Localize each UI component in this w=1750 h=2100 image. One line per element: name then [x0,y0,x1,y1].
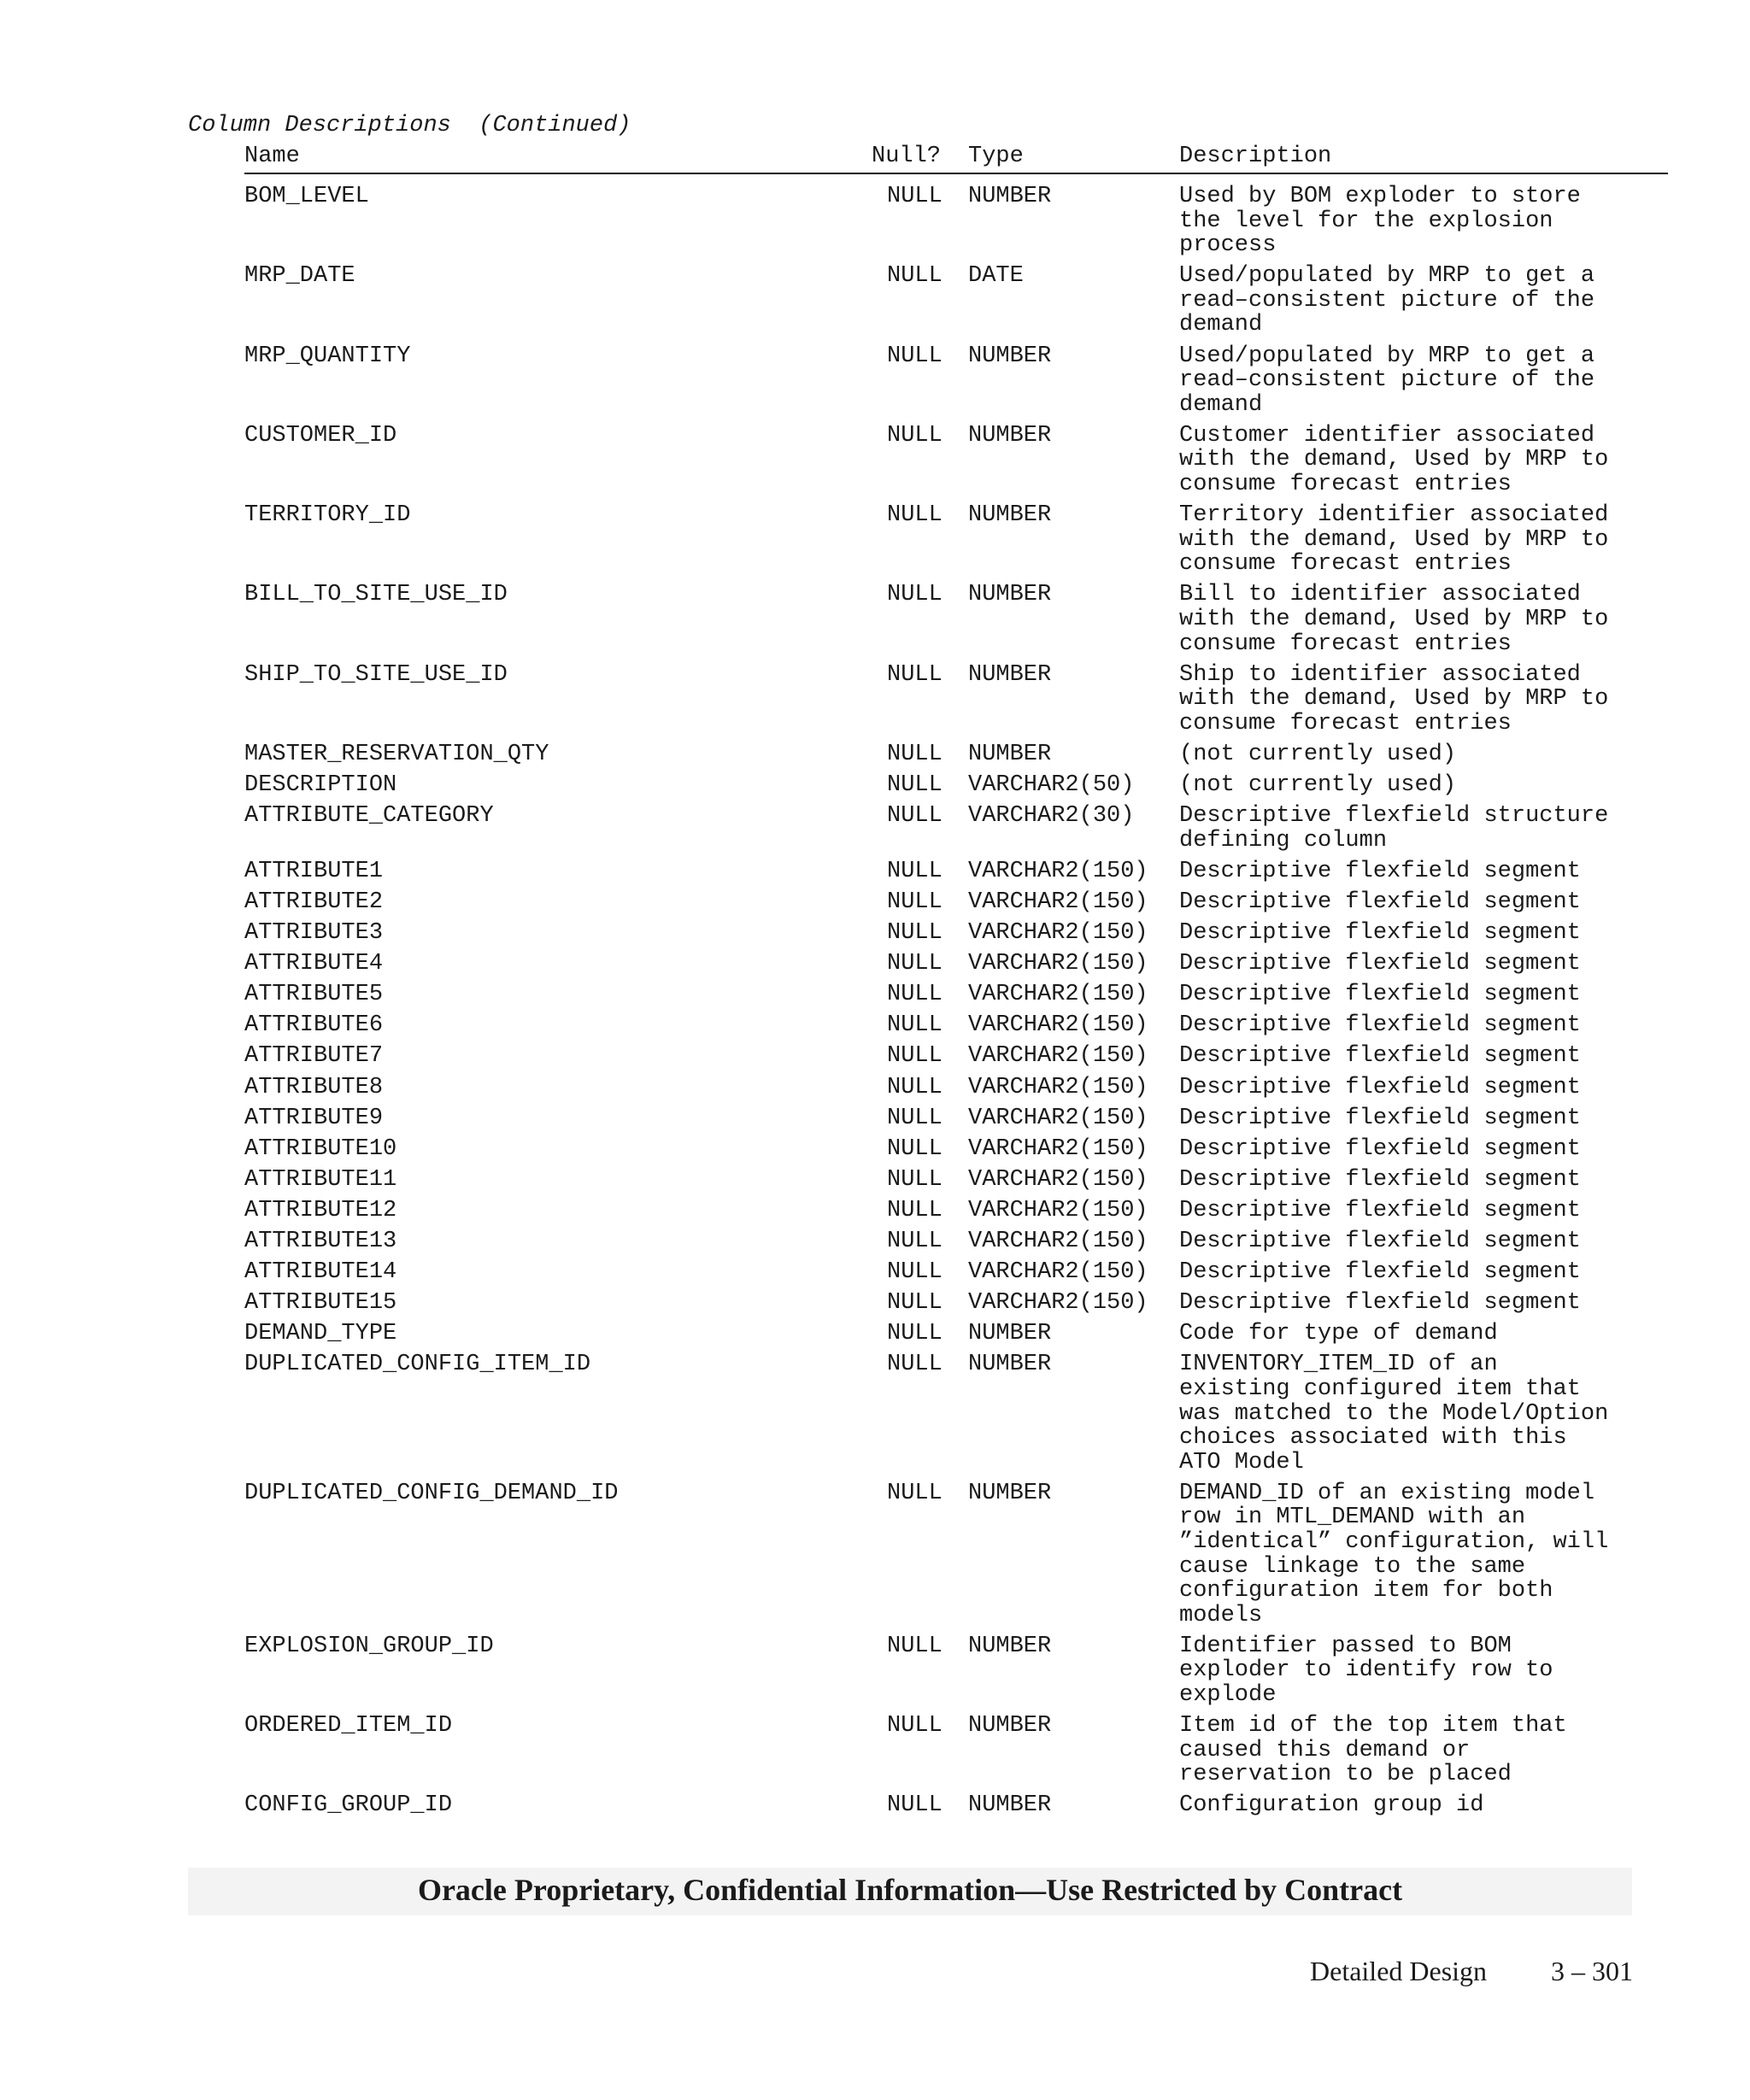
column-null: NULL [887,1197,943,1223]
column-type: VARCHAR2(150) [968,1074,1148,1100]
table-row [0,859,1750,884]
column-name: DEMAND_TYPE [244,1321,397,1347]
column-name: ATTRIBUTE2 [244,889,384,915]
table-row [0,185,1750,258]
column-type: NUMBER [968,1321,1052,1347]
column-null: NULL [887,803,943,830]
column-name: BOM_LEVEL [244,184,369,209]
column-description: Item id of the top item that caused this demand or reservation to be placed [1179,1713,1567,1788]
table-row [0,1634,1750,1708]
table-row [0,1714,1750,1787]
table-row [0,804,1750,853]
column-type: NUMBER [968,741,1052,767]
column-null: NULL [887,1792,943,1819]
column-null: NULL [887,582,943,608]
column-description: Identifier passed to BOM exploder to identify row to explode [1179,1633,1553,1709]
column-null: NULL [887,1713,943,1739]
table-row [0,1044,1750,1069]
table-body [0,185,1750,1825]
column-null: NULL [887,1633,943,1659]
column-null: NULL [887,1074,943,1100]
column-description: Descriptive flexfield segment [1179,1259,1581,1286]
column-name: MASTER_RESERVATION_QTY [244,741,549,767]
column-description: Descriptive flexfield segment [1179,1105,1581,1131]
column-name: EXPLOSION_GROUP_ID [244,1633,494,1659]
column-null: NULL [887,1321,943,1347]
column-null: NULL [887,661,943,688]
column-type: VARCHAR2(150) [968,1135,1148,1162]
column-null: NULL [887,772,943,799]
column-description: Descriptive flexfield segment [1179,858,1581,884]
column-type: VARCHAR2(150) [968,1290,1148,1317]
table-row [0,952,1750,977]
table-row [0,1481,1750,1628]
table-caption: Column Descriptions (Continued) [188,113,631,138]
table-row [0,583,1750,656]
column-description: INVENTORY_ITEM_ID of an existing configured item that was matched to the Model/Option choices associated with this ATO Model [1179,1352,1609,1475]
column-name: SHIP_TO_SITE_USE_ID [244,661,508,688]
column-type: VARCHAR2(30) [968,803,1135,830]
column-type: NUMBER [968,422,1052,449]
column-description: Code for type of demand [1179,1321,1498,1347]
column-name: ATTRIBUTE3 [244,920,384,947]
table-row [0,424,1750,497]
column-null: NULL [887,1166,943,1193]
column-type: VARCHAR2(150) [968,1105,1148,1131]
column-null: NULL [887,263,943,290]
column-null: NULL [887,889,943,915]
column-description: Descriptive flexfield segment [1179,1074,1581,1100]
table-row [0,264,1750,337]
column-name: ATTRIBUTE5 [244,982,384,1008]
table-row [0,983,1750,1007]
column-description: Used/populated by MRP to get a read–consistent picture of the demand [1179,263,1595,338]
column-description: Descriptive flexfield segment [1179,951,1581,977]
column-description: (not currently used) [1179,772,1457,799]
header-name: Name [244,144,300,169]
column-name: ATTRIBUTE12 [244,1197,397,1223]
column-name: ATTRIBUTE6 [244,1012,384,1039]
column-type: NUMBER [968,343,1052,369]
column-type: VARCHAR2(150) [968,982,1148,1008]
column-name: DUPLICATED_CONFIG_DEMAND_ID [244,1480,619,1506]
column-type: NUMBER [968,502,1052,529]
column-type: NUMBER [968,582,1052,608]
column-description: Descriptive flexfield segment [1179,1012,1581,1039]
column-type: VARCHAR2(150) [968,920,1148,947]
column-name: ATTRIBUTE9 [244,1105,384,1131]
table-row [0,1291,1750,1316]
column-null: NULL [887,951,943,977]
column-null: NULL [887,982,943,1008]
table-row [0,1106,1750,1131]
column-null: NULL [887,1290,943,1317]
column-type: DATE [968,263,1024,290]
column-description: Ship to identifier associated with the demand, Used by MRP to consume forecast entries [1179,661,1609,736]
column-description: Descriptive flexfield segment [1179,1228,1581,1254]
column-type: VARCHAR2(150) [968,1228,1148,1254]
column-description: Territory identifier associated with the demand, Used by MRP to consume forecast entries [1179,502,1609,578]
column-type: VARCHAR2(150) [968,951,1148,977]
confidentiality-notice: Oracle Proprietary, Confidential Information––Use Restricted by Contract [417,1873,1403,1907]
column-type: VARCHAR2(150) [968,858,1148,884]
table-row [0,1793,1750,1818]
column-null: NULL [887,1012,943,1039]
column-description: Used by BOM exploder to store the level for the explosion process [1179,184,1581,259]
table-row [0,1137,1750,1162]
column-description: Descriptive flexfield segment [1179,889,1581,915]
column-null: NULL [887,1105,943,1131]
column-null: NULL [887,1043,943,1070]
column-name: ATTRIBUTE7 [244,1043,384,1070]
column-null: NULL [887,920,943,947]
column-type: VARCHAR2(150) [968,1197,1148,1223]
column-type: NUMBER [968,1352,1052,1378]
column-type: VARCHAR2(150) [968,889,1148,915]
column-null: NULL [887,1135,943,1162]
column-type: NUMBER [968,1633,1052,1659]
column-name: ATTRIBUTE4 [244,951,384,977]
column-type: VARCHAR2(150) [968,1043,1148,1070]
column-name: MRP_QUANTITY [244,343,411,369]
table-row [0,1322,1750,1346]
column-name: CONFIG_GROUP_ID [244,1792,453,1819]
column-name: ORDERED_ITEM_ID [244,1713,453,1739]
column-null: NULL [887,1480,943,1506]
column-type: VARCHAR2(50) [968,772,1135,799]
column-name: CUSTOMER_ID [244,422,397,449]
column-name: ATTRIBUTE8 [244,1074,384,1100]
column-description: Descriptive flexfield segment [1179,1043,1581,1070]
column-null: NULL [887,1352,943,1378]
column-null: NULL [887,858,943,884]
table-row [0,1013,1750,1038]
column-description: Descriptive flexfield segment [1179,920,1581,947]
table-row [0,921,1750,946]
table-row [0,663,1750,736]
column-name: ATTRIBUTE13 [244,1228,397,1254]
column-name: MRP_DATE [244,263,355,290]
column-null: NULL [887,343,943,369]
table-row [0,742,1750,767]
page-number: 3 – 301 [1551,1956,1633,1986]
column-type: NUMBER [968,1792,1052,1819]
column-description: Customer identifier associated with the demand, Used by MRP to consume forecast entries [1179,422,1609,498]
column-null: NULL [887,422,943,449]
column-null: NULL [887,184,943,209]
section-title: Detailed Design [1310,1956,1488,1986]
column-description: Bill to identifier associated with the demand, Used by MRP to consume forecast entries [1179,582,1609,657]
column-name: ATTRIBUTE1 [244,858,384,884]
column-name: DESCRIPTION [244,772,397,799]
header-description: Description [1179,144,1332,169]
column-type: VARCHAR2(150) [968,1166,1148,1193]
table-row [0,1168,1750,1193]
table-row [0,1229,1750,1254]
column-null: NULL [887,1228,943,1254]
column-type: NUMBER [968,184,1052,209]
column-name: ATTRIBUTE15 [244,1290,397,1317]
column-description: Configuration group id [1179,1792,1484,1819]
column-null: NULL [887,1259,943,1286]
column-description: (not currently used) [1179,741,1457,767]
header-type: Type [968,144,1024,169]
column-type: NUMBER [968,1480,1052,1506]
table-row [0,1352,1750,1475]
table-header [244,144,1668,174]
column-type: VARCHAR2(150) [968,1012,1148,1039]
column-description: Used/populated by MRP to get a read–consistent picture of the demand [1179,343,1595,418]
table-row [0,1076,1750,1100]
column-name: DUPLICATED_CONFIG_ITEM_ID [244,1352,591,1378]
column-name: ATTRIBUTE11 [244,1166,397,1193]
table-row [0,1260,1750,1285]
column-name: TERRITORY_ID [244,502,411,529]
column-description: Descriptive flexfield structure defining column [1179,803,1609,853]
column-null: NULL [887,741,943,767]
column-description: Descriptive flexfield segment [1179,1135,1581,1162]
column-description: Descriptive flexfield segment [1179,982,1581,1008]
header-null: Null? [872,144,942,169]
table-row [0,344,1750,418]
column-description: Descriptive flexfield segment [1179,1197,1581,1223]
column-description: DEMAND_ID of an existing model row in MTL_DEMAND with an ”identical” configuration, will cause linkage to the same configuration item for both models [1179,1480,1609,1628]
column-name: ATTRIBUTE14 [244,1259,397,1286]
column-type: NUMBER [968,661,1052,688]
column-name: BILL_TO_SITE_USE_ID [244,582,508,608]
table-row [0,1199,1750,1223]
table-row [0,773,1750,798]
column-name: ATTRIBUTE_CATEGORY [244,803,494,830]
column-type: VARCHAR2(150) [968,1259,1148,1286]
column-type: NUMBER [968,1713,1052,1739]
table-row [0,503,1750,577]
table-row [0,890,1750,915]
column-description: Descriptive flexfield segment [1179,1166,1581,1193]
column-name: ATTRIBUTE10 [244,1135,397,1162]
column-null: NULL [887,502,943,529]
column-description: Descriptive flexfield segment [1179,1290,1581,1317]
